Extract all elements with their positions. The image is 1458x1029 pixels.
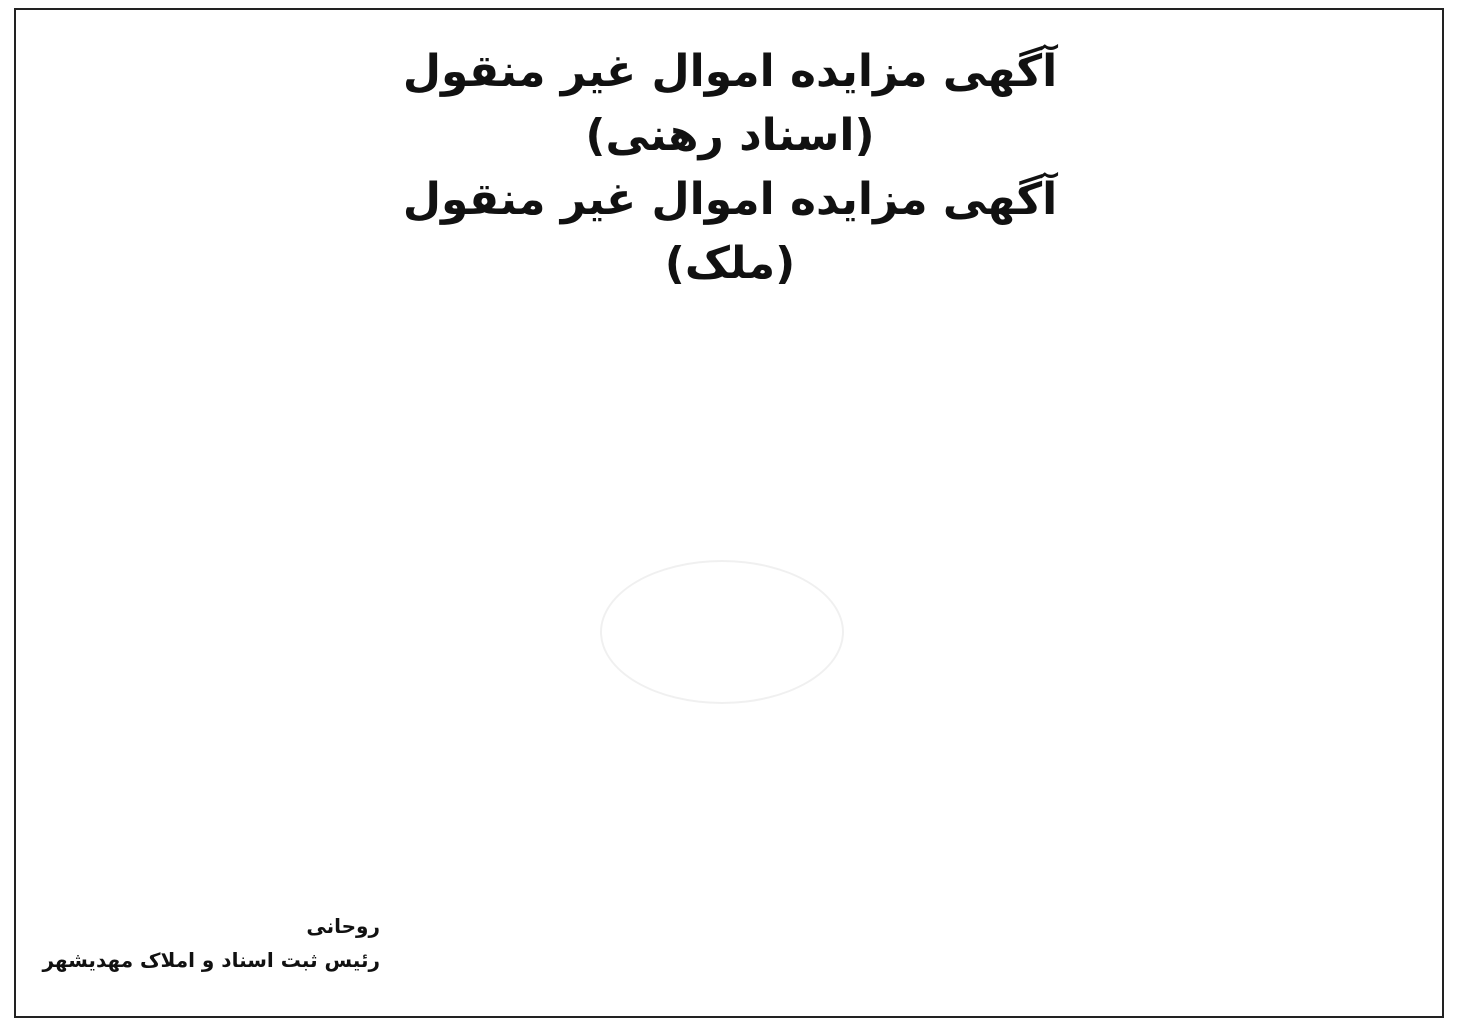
notice-title-1: آگهی مزایده اموال غیر منقول (اسناد رهنی) [402, 46, 1058, 161]
signature-role: رئیس ثبت اسناد و املاک مهدیشهر [42, 948, 380, 972]
signature-name: روحانی [306, 914, 380, 938]
notice-title-2: آگهی مزایده اموال غیر منقول (ملک) [402, 174, 1058, 289]
body-column-4 [24, 24, 372, 1005]
body-column-1 [1096, 24, 1434, 1005]
watermark-seal [600, 560, 844, 704]
